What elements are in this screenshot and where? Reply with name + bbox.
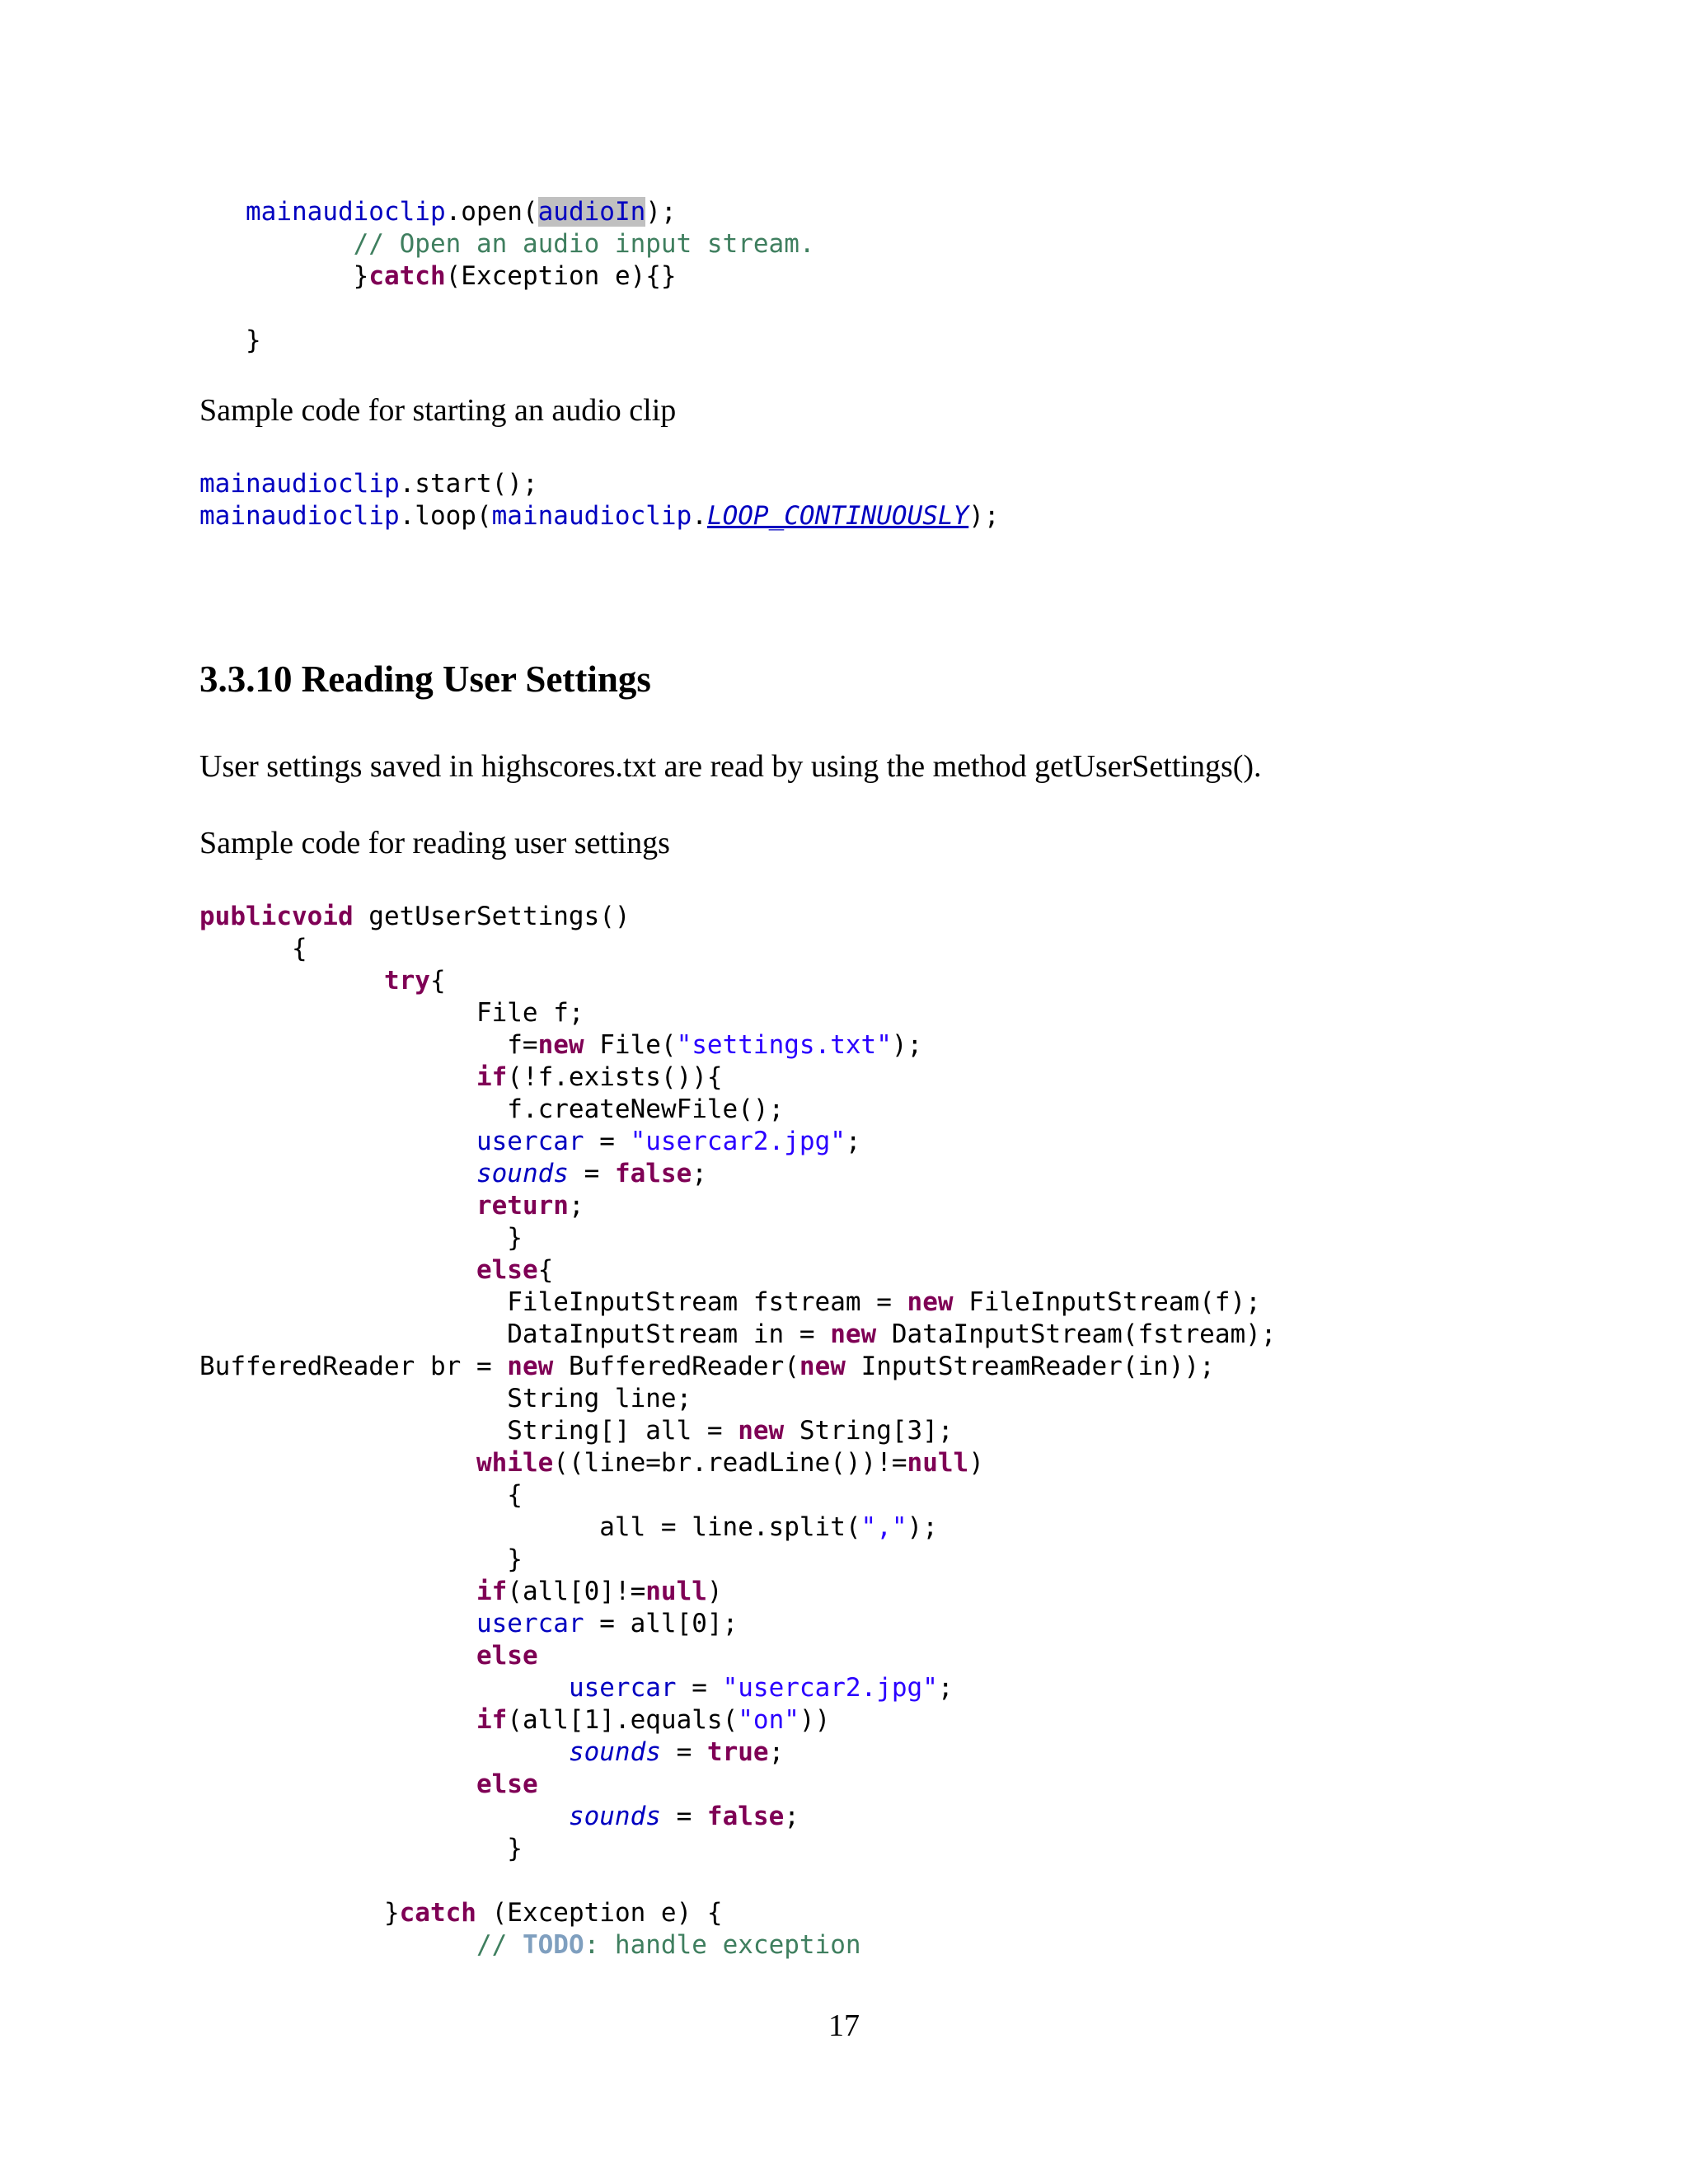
- paragraph-settings-description: User settings saved in highscores.txt are read by using the method getUserSettings().: [199, 749, 1262, 784]
- paragraph-audio-intro: Sample code for starting an audio clip: [199, 393, 677, 428]
- code-line: mainaudioclip.open(audioIn);: [246, 197, 677, 227]
- code-block-get-user-settings: publicvoid getUserSettings() { try{ File f; f=new File("settings.txt"); if(!f.exists()){ f.createNewFile(); usercar = "usercar2.jpg"; sounds = false; return; } else{ FileInputStream fstream = new FileInputStream(f); DataInputStream in = new DataInputStream(fstream); BufferedReader br = new BufferedReader(new InputStreamReader(in)); String line; String[] all = new String[3]; while((line=br.readLine())!=null) { all = line.split(","); } if(all[0]!=null) usercar = all[0]; else usercar = "usercar2.jpg"; if(all[1].equals("on")) sounds = true; else sounds = false; } }catch (Exception e) { // TODO: handle exception: [199, 902, 1277, 1960]
- code-line: // Open an audio input stream.: [353, 229, 815, 259]
- section-heading: 3.3.10 Reading User Settings: [199, 658, 651, 700]
- code-block-start-clip: mainaudioclip.start(); mainaudioclip.loop(mainaudioclip.LOOP_CONTINUOUSLY);: [199, 469, 1000, 531]
- code-line: }: [199, 326, 261, 355]
- page-number: 17: [828, 2008, 860, 2043]
- paragraph-settings-intro: Sample code for reading user settings: [199, 826, 670, 860]
- code-line: }catch(Exception e){}: [199, 261, 677, 291]
- code-block-open-clip: [199, 196, 815, 357]
